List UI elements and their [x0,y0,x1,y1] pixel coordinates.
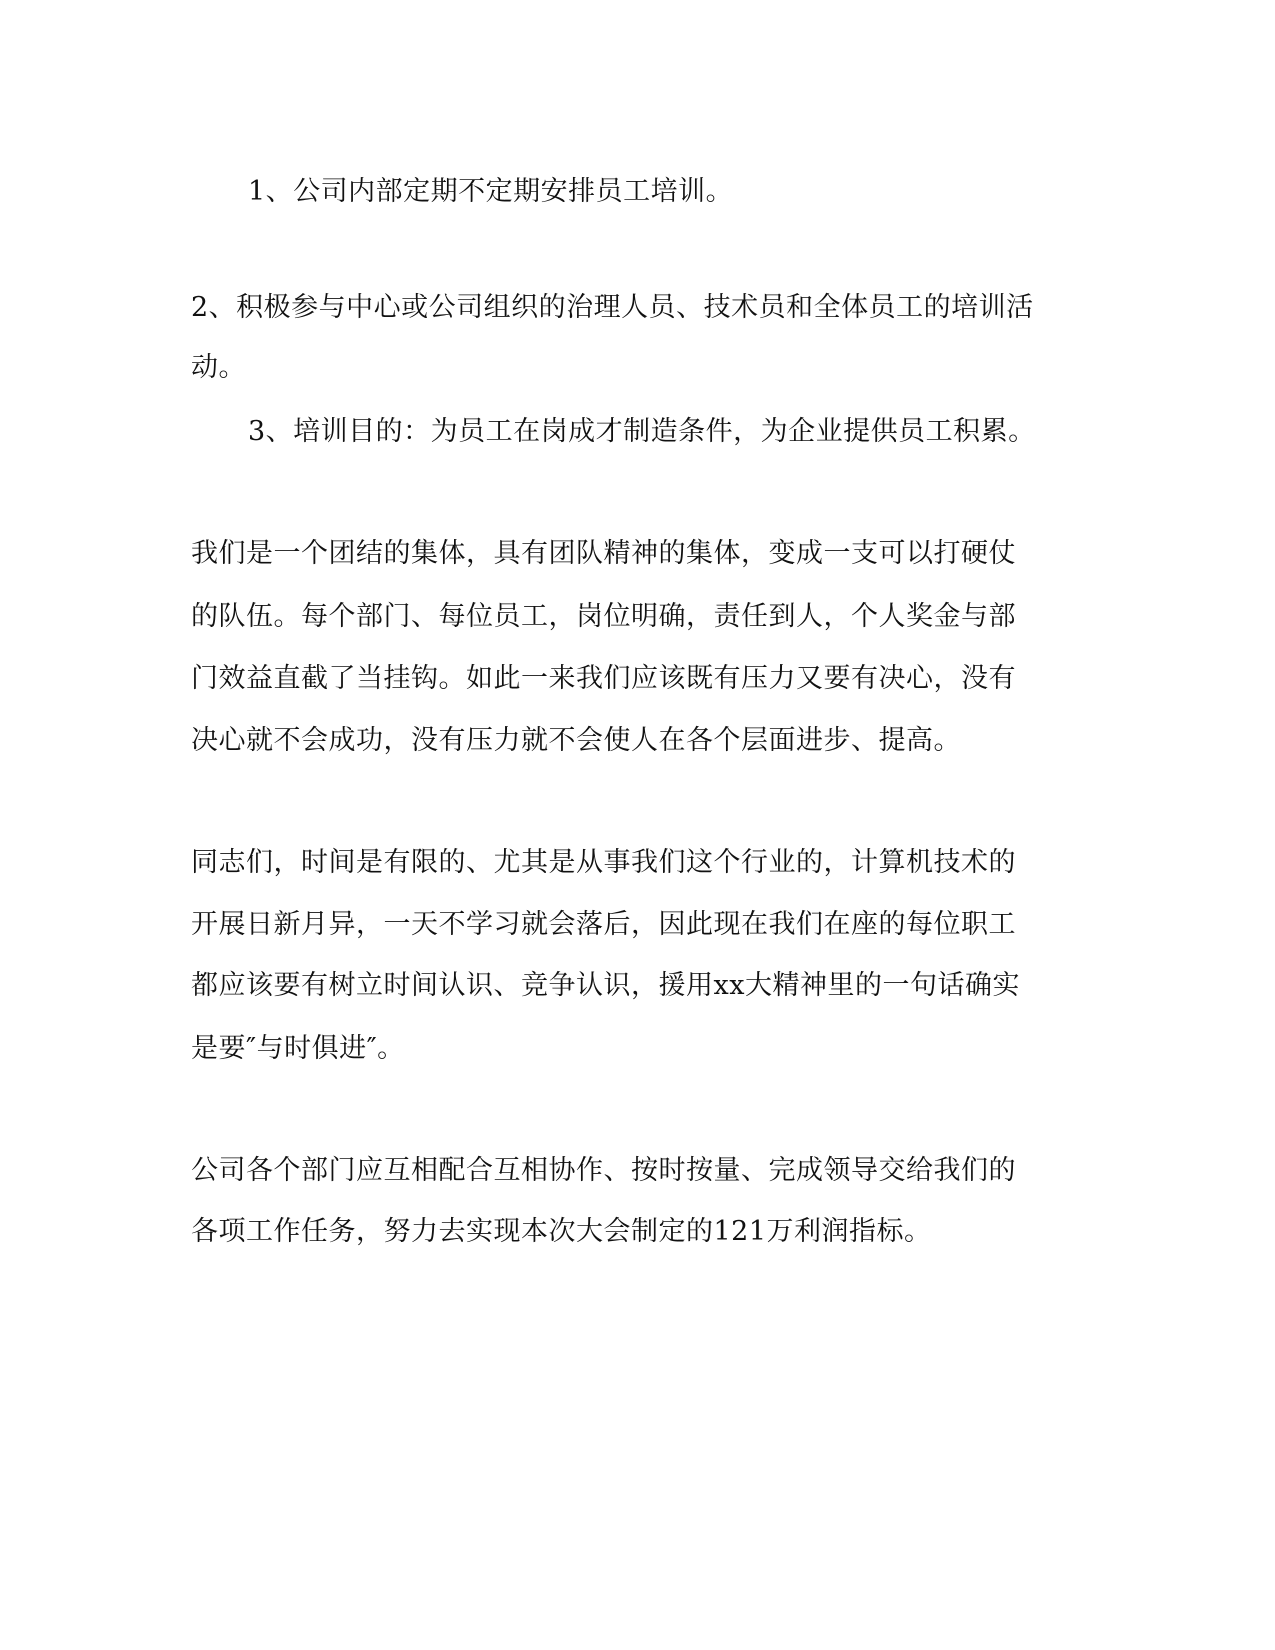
paragraph-time-line-2: 开展日新月异，一天不学习就会落后，因此现在我们在座的每位职工 [191,909,1016,940]
training-item-3: 3、培训目的：为员工在岗成才制造条件，为企业提供员工积累。 [248,416,1036,447]
paragraph-time-line-1: 同志们，时间是有限的、尤其是从事我们这个行业的，计算机技术的 [191,847,1016,878]
paragraph-team-line-2: 的队伍。每个部门、每位员工，岗位明确，责任到人，个人奖金与部 [191,601,1016,632]
paragraph-goal-line-2: 各项工作任务，努力去实现本次大会制定的121万利润指标。 [191,1216,932,1247]
training-item-2-cont: 动。 [191,352,246,383]
paragraph-team-line-1: 我们是一个团结的集体，具有团队精神的集体，变成一支可以打硬仗 [191,538,1016,569]
paragraph-goal-line-1: 公司各个部门应互相配合互相协作、按时按量、完成领导交给我们的 [191,1155,1016,1186]
paragraph-team-line-4: 决心就不会成功，没有压力就不会使人在各个层面进步、提高。 [191,725,961,756]
training-item-1: 1、公司内部定期不定期安排员工培训。 [248,176,734,207]
paragraph-time-line-3: 都应该要有树立时间认识、竞争认识，援用xx大精神里的一句话确实 [191,970,1020,1001]
training-item-2: 2、积极参与中心或公司组织的治理人员、技术员和全体员工的培训活 [191,292,1034,323]
paragraph-time-line-4: 是要″与时俱进″。 [191,1033,405,1064]
paragraph-team-line-3: 门效益直截了当挂钩。如此一来我们应该既有压力又要有决心，没有 [191,663,1016,694]
